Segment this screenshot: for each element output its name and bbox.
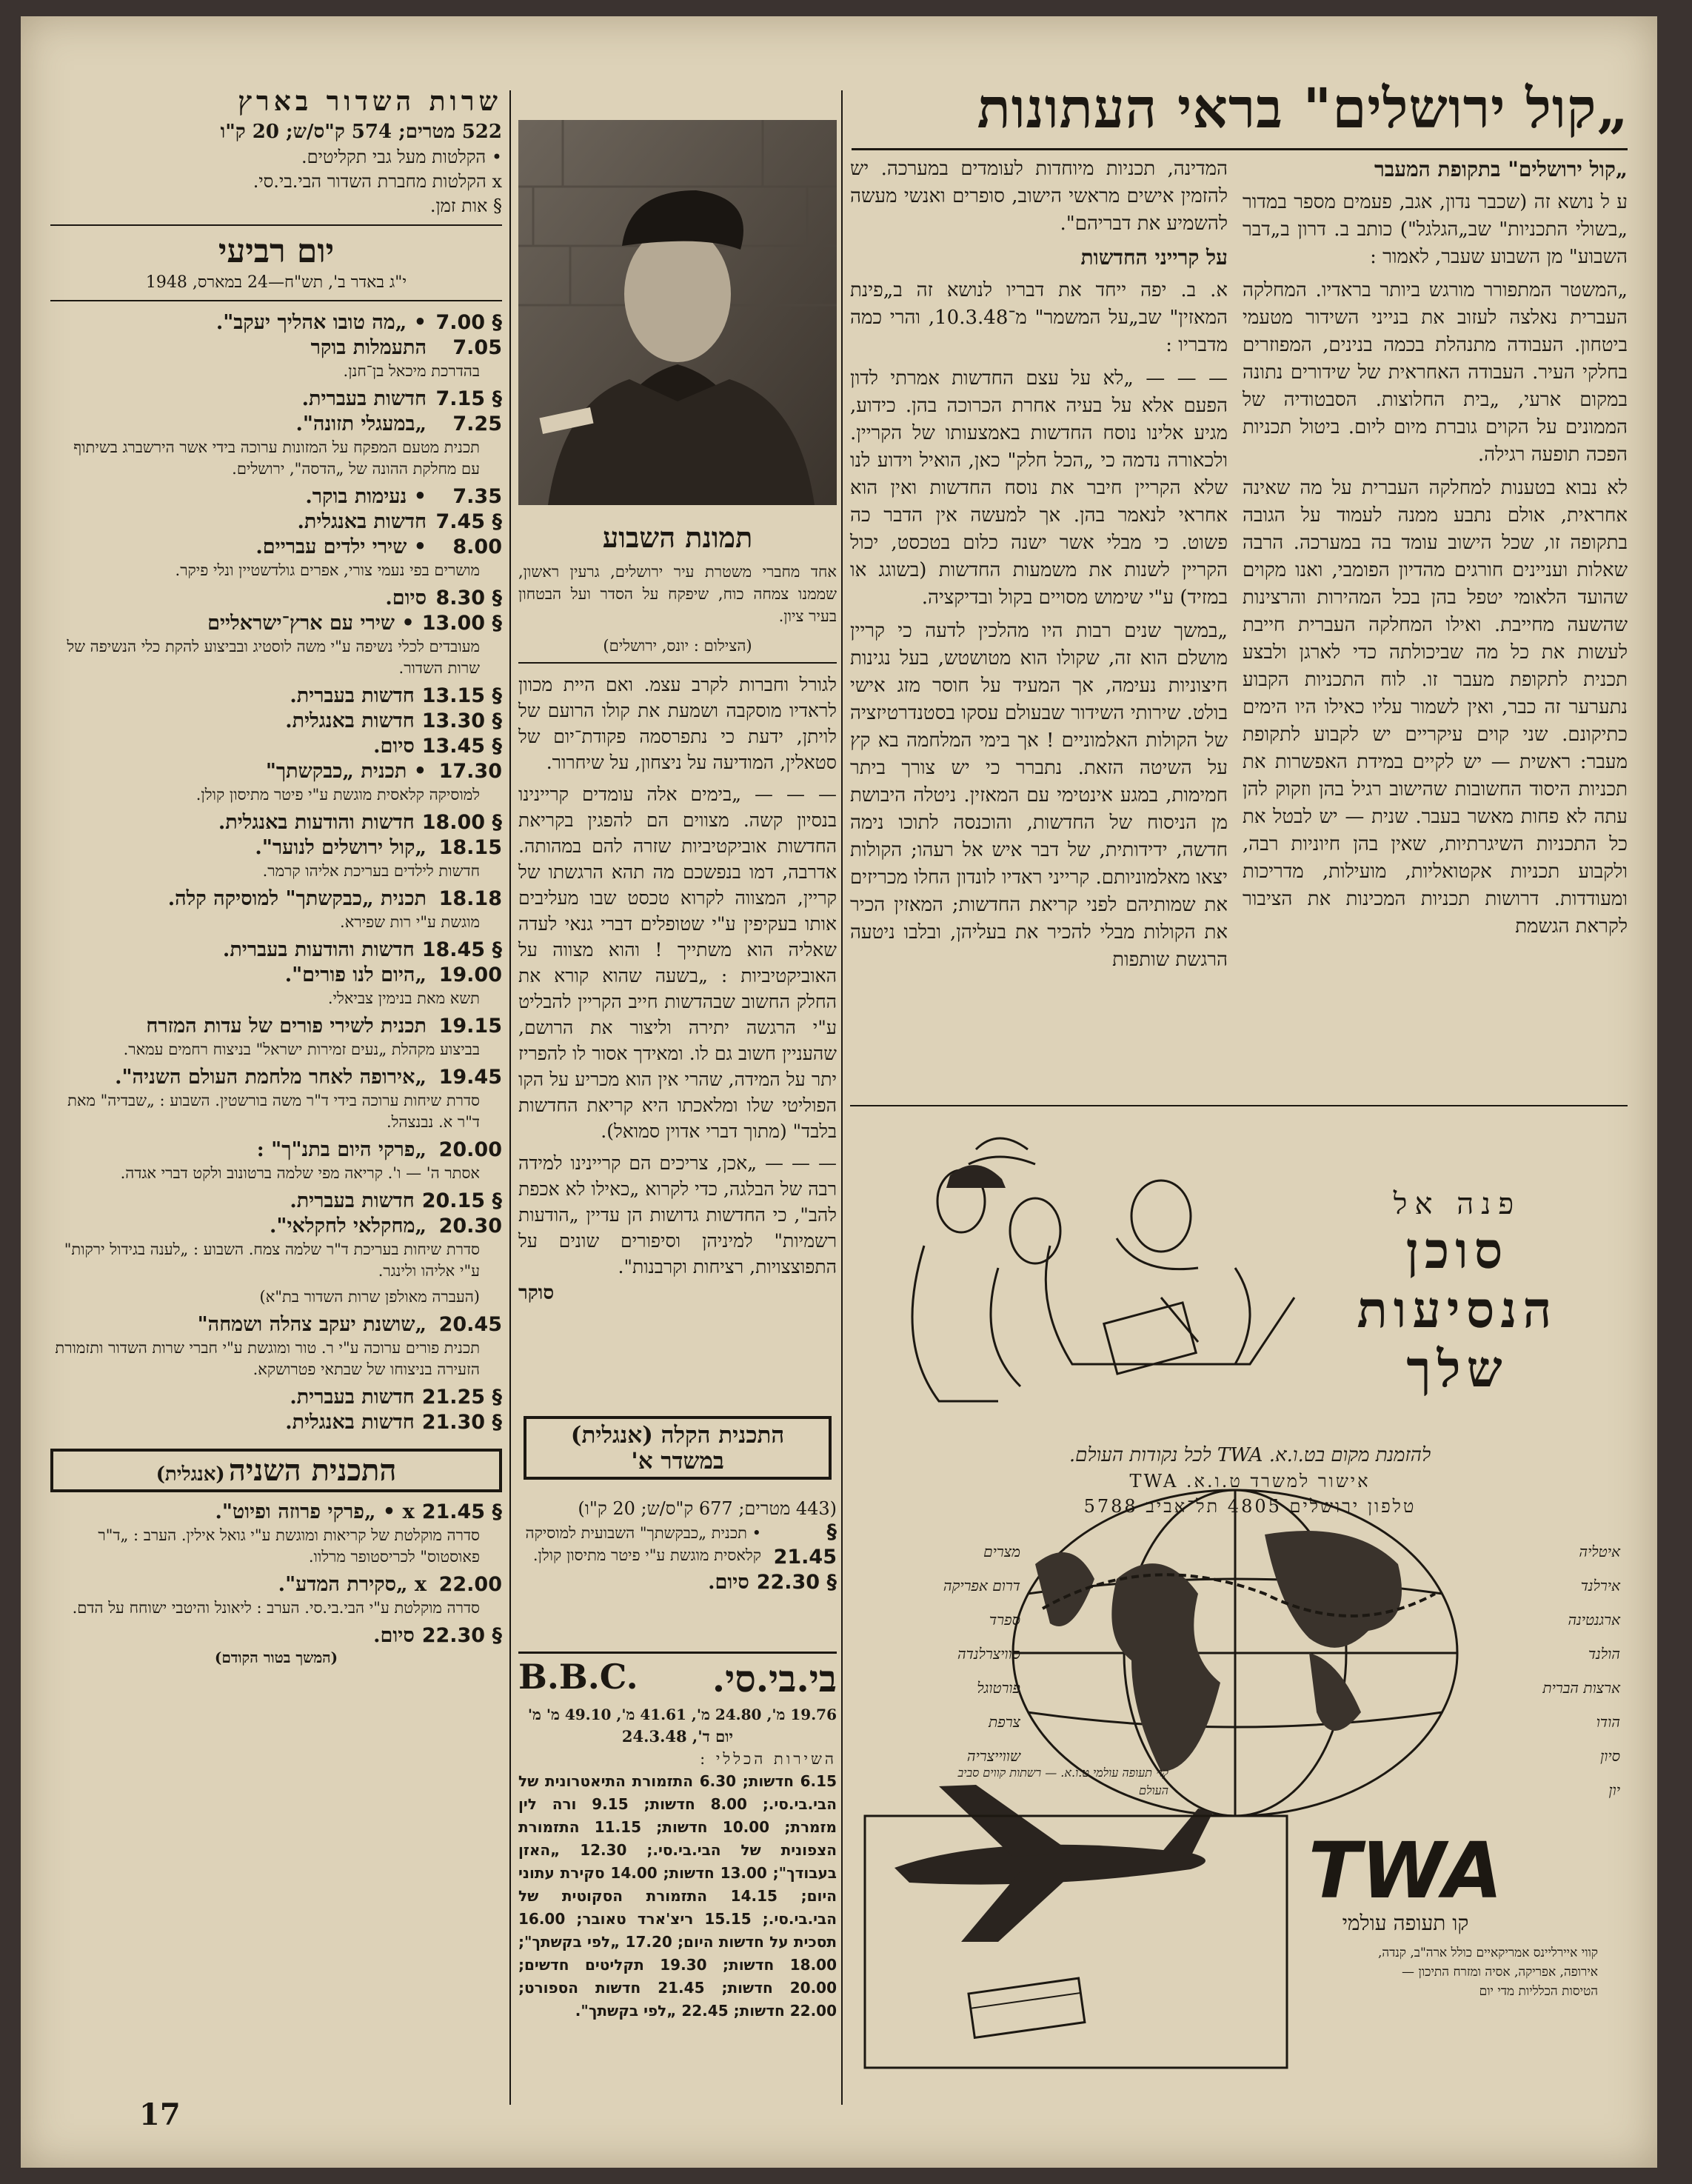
schedule-item bbox=[50, 1385, 502, 1410]
light-programme-title: התכנית הקלה (אנגלית) bbox=[570, 1422, 785, 1449]
article-paragraph: — — — „בימים אלה עומדים קריינינו בנסיון קשה. מצווים הם להפגין בקריאת החדשות אוביקטיביות שזרה להם במהותה. אדרבה, דמו בנפשכם מה תהא הרגשתו של קריין, המצווה לקרוא טכסט שבו מעליבים אותו בעקיפין ע"י שטופלים דברי גנאי לעדה שאליה הוא משתייך ! והוא מצווה על האוביקטיביות : „בשעה שהוא קורא את החלק החשוב שבהדשות חייב הקריין להבליט ע"י הרגשה יתירה וליצור את הרושם, שהעניין חשוב גם לו. ומאידך אסור לו להפריז יתר על המידה, שהרי אין הוא מכריע על הקו הפוליטי שלו ומלאכתו היא קריאת החדשות בלבד" (מתוך דברי אדוין סמואל). bbox=[518, 784, 837, 1142]
policeman-photo bbox=[518, 120, 837, 505]
ad-destination: ספרד bbox=[989, 1611, 1020, 1629]
schedule-item bbox=[50, 759, 502, 806]
schedule-time: § 13.15 bbox=[421, 684, 502, 707]
schedule-row bbox=[50, 1500, 502, 1525]
schedule-item bbox=[50, 611, 502, 679]
schedule-desc: תכנית מטעם המפקח על המזונות ערוכה בידי אשר הירשברג בשיתוף עם מחלקת ההונה של „הדסה", ירושלים. bbox=[73, 438, 480, 478]
schedule-title: סיום. bbox=[708, 1571, 749, 1594]
schedule-item bbox=[50, 1572, 502, 1619]
schedule-row bbox=[50, 1138, 502, 1163]
schedule-item bbox=[50, 1138, 502, 1184]
schedule-title: „מחקלאי לחקלאי". bbox=[270, 1215, 427, 1238]
article-column-right bbox=[1243, 156, 1628, 946]
schedule-row bbox=[50, 1385, 502, 1410]
schedule-desc: סדרת שיחות בעריכת ד"ר שלמה צמח. השבוע : „לענה בגידול ירקות" ע"י אליהו ולינגר. bbox=[64, 1240, 480, 1280]
ad-destinations-right bbox=[880, 1535, 1020, 1773]
schedule-item bbox=[50, 835, 502, 882]
ad-destination: דרום אפריקה bbox=[943, 1577, 1020, 1594]
schedule-row bbox=[50, 510, 502, 535]
schedule-title: סיום. bbox=[373, 1624, 415, 1647]
schedule-item bbox=[50, 1623, 502, 1649]
article-column-left bbox=[850, 156, 1228, 980]
schedule-title: התעמלות בוקר bbox=[310, 336, 427, 359]
ad-tagline: להזמנת מקום בט.ו.א. TWA לכל נקודות העולם. bbox=[1069, 1444, 1431, 1466]
ad-destination: שווייצריה bbox=[966, 1747, 1020, 1765]
broadcast-legend: § אות זמן. bbox=[429, 196, 502, 216]
article-paragraph: — — — „לא על עצם החדשות אמרתי לדון הפעם אלא על בעיה אחרת הכרוכה בהן. כידוע, מגיע אלינו נוסח החדשות באמצעותו של הקריין. ולכאורה נדמה כי „הכל חלק" כאן, הואיל וידוע לנו שלא הקריין חיבר את נוסח החדשות ואין הוא אחראי לנאמר בהן. אך למעשה אין הדבר כה פשוט. כי מבלי אשר ישנה כלום בטכסט, יכול הקריין לשנות את משמעות החדשות (בשוגג או במזיד) ע"י שימוש מסויים בקול ובדיקציה. bbox=[850, 367, 1228, 609]
schedule-time: 7.25 bbox=[452, 413, 502, 435]
schedule-time: 19.00 bbox=[438, 964, 502, 986]
bbc-schedule: 6.15 חדשות; 6.30 התזמורת התיאטרונית של הבי.בי.סי.; 8.00 חדשות; 9.15 ורה לין מזמרת; 10.00 חדשות; 11.15 התזמורת הצפונית של הבי.בי.סי.; 12.30 „האזן בעבודך"; 13.00 חדשות; 14.00 סקירת עתוני היום; 14.15 התזמורת הסקוטית של הבי.בי.סי.; 15.15 ריצ'ארד טאובר; 16.00 תסכית על חדשות היום; 17.20 „לפי בקשתך"; 18.00 חדשות; 19.30 תקליטים חדשים; 20.00 חדשות; 21.45 חדשות הספורט; 22.00 חדשות; 22.45 „לפי בקשתך". bbox=[518, 1772, 837, 2020]
schedule-row bbox=[50, 586, 502, 611]
newspaper-page bbox=[21, 16, 1657, 2168]
light-programme-box bbox=[524, 1416, 832, 1480]
schedule-time: § 18.45 bbox=[421, 938, 502, 961]
schedule-row bbox=[50, 1189, 502, 1214]
schedule-row bbox=[50, 759, 502, 784]
schedule-desc: בביצוע מקהלת „נעים זמירות ישראל" בניצוח רחמים עמאר. bbox=[123, 1041, 480, 1058]
twa-logo-sub: קו תעופה עולמי bbox=[1342, 1911, 1469, 1935]
day-date: י"ג באדר ב', תש"ח—24 במארס, 1948 bbox=[145, 273, 407, 292]
schedule-row bbox=[50, 938, 502, 963]
photo-caption: אחד מחברי משטרת עיר ירושלים, גרעין ראשון, שממנו צמחה כוח, שיפקח על הסדר ועל הבטחון בעיר ציון. bbox=[518, 563, 837, 625]
article-paragraph: המדינה, תכניות מיוחדות לעומדים במערכה. יש להזמין אישים מראשי הישוב, סופרים ואנשי מעשה להשמיע את דבריהם". bbox=[850, 158, 1228, 235]
schedule-item bbox=[50, 734, 502, 759]
photo-title: תמונת השבוע bbox=[602, 521, 753, 554]
broadcast-legend: x הקלטות מחברת השדור הבי.בי.סי. bbox=[253, 171, 502, 192]
schedule-time: 19.15 bbox=[438, 1015, 502, 1038]
schedule-title: חדשות בעברית. bbox=[290, 1386, 415, 1409]
column-divider bbox=[841, 90, 843, 2105]
schedule-time: § 13.00 bbox=[421, 612, 502, 635]
schedule-time: 18.15 bbox=[438, 836, 502, 859]
schedule-time: § 21.25 bbox=[421, 1386, 502, 1409]
schedule-row bbox=[50, 1214, 502, 1239]
schedule-time: 7.35 bbox=[452, 485, 502, 508]
ad-destination: צרפת bbox=[989, 1713, 1020, 1731]
ad-destination: אירלנד bbox=[1580, 1577, 1620, 1594]
second-programme-title: התכנית השניה bbox=[228, 1453, 397, 1488]
schedule-item bbox=[50, 1286, 502, 1308]
schedule-title: • נעימות בוקר. bbox=[305, 485, 427, 508]
schedule-row bbox=[50, 611, 502, 636]
schedule-row bbox=[50, 1312, 502, 1338]
schedule-row bbox=[50, 535, 502, 560]
schedule-item bbox=[50, 335, 502, 382]
schedule-item bbox=[50, 412, 502, 480]
schedule-item bbox=[50, 1214, 502, 1282]
light-rule bbox=[518, 1652, 837, 1654]
schedule-item bbox=[50, 387, 502, 412]
schedule-item bbox=[50, 310, 502, 335]
article-subheading: על קרייני החדשות bbox=[1080, 245, 1228, 270]
schedule-title: • שירי ילדים עבריים. bbox=[255, 535, 427, 558]
schedule-row bbox=[50, 709, 502, 734]
schedule-title: „שושנת יעקב צהלה ושמחה" bbox=[197, 1313, 427, 1336]
schedule-title: x „סקירת המדע". bbox=[278, 1573, 427, 1596]
schedule-desc: תשא מאת בנימין צביאלי. bbox=[327, 989, 480, 1007]
page-number: 17 bbox=[139, 2097, 181, 2132]
schedule-row bbox=[518, 1570, 837, 1595]
photo-rule bbox=[518, 662, 837, 664]
article-column-middle bbox=[518, 672, 837, 1313]
schedule-time: § 20.15 bbox=[421, 1189, 502, 1212]
schedule-row bbox=[50, 1065, 502, 1090]
schedule-row bbox=[50, 810, 502, 835]
ad-contact bbox=[917, 1442, 1583, 1519]
title-rule bbox=[852, 148, 1628, 150]
broadcast-rule bbox=[50, 300, 502, 301]
column-divider bbox=[509, 90, 511, 2105]
schedule-item bbox=[50, 1014, 502, 1061]
schedule-item bbox=[50, 684, 502, 709]
article-paragraph: — — — „אכן, צריכים הם קריינינו למידה רבה של הבלגה, כדי לקרוא „כאילו לא אכפת להב", כי החדשות גדושות הן עדיין „הודעות רשמיות" למיניהן וסיפורים שונים על התפוצצויות, רציחות וקרבנות". bbox=[518, 1152, 837, 1278]
ad-destination: ארגנטינה bbox=[1568, 1611, 1620, 1629]
schedule-desc: סדרת שיחות ערוכה בידי ד"ר משה בורשטין. השבוע : „שבדיה" מאת ד"ר א. נבנצהל. bbox=[67, 1092, 480, 1131]
schedule-row bbox=[50, 684, 502, 709]
article-paragraph: לגורל וחברות לקרב עצמ. ואם היית מכוון לראדיו מוסקבה ושמעת את קולו הרועם של לויתן, ידעת כי נתפרסמה פקודת־יום של סטאלין, המודיעה על ניצחון, על שיחרור. bbox=[518, 674, 837, 773]
schedule-time: 7.05 bbox=[452, 336, 502, 359]
schedule-time: 20.45 bbox=[438, 1313, 502, 1336]
photo-credit: (הצילום : יונס, ירושלים) bbox=[603, 637, 752, 655]
schedule-title: x • „פרקי פרוזה ופיוט". bbox=[215, 1500, 415, 1523]
schedule-title: חדשות באנגלית. bbox=[297, 510, 427, 533]
ad-line-4: שלך bbox=[1406, 1340, 1508, 1399]
article-paragraph: „במשך שנים רבות היו מהלכין לדעה כי קריין מושלם הוא זה, שקולו הוא מטושטש, בעל נגינות חיצוניות נעימה, אך המעיד על חוסר מזג אישי בולט. שירותי השידור שבעולם עסקו בסטנדרטיזציה של הקולות האלמוניים ! אך בימי המלחמה בא קץ על השיטה הזאת. נתברר כי יש צורך ביתר חמימות, במגע אינטימי עם המאזין. ניטלה היבושת מן הניסוח של החדשות, והוכנסה לתוכו נימה חדשה, ידידותית, של דבר איש אל רעהו; הקולות יצאו מאלמוניותם. קרייני ראדיו לונדון החלו מכריזים את שמותיהם לפני קריאת החדשות; המאזין הכיר את הקולות מבלי להכיר את בעליהן, ובלבו ניטעה הרגשת שותפות bbox=[850, 620, 1228, 971]
schedule-time: § 7.15 bbox=[435, 387, 502, 410]
schedule-row bbox=[50, 1410, 502, 1435]
ad-line-b: אישור למשרד ט.ו.א. TWA bbox=[1129, 1471, 1371, 1492]
schedule-item bbox=[50, 886, 502, 933]
schedule-time: § 21.45 bbox=[421, 1500, 502, 1523]
schedule-time: § 21.30 bbox=[421, 1411, 502, 1434]
schedule-desc: מוגשת ע"י רות שפירא. bbox=[340, 913, 480, 931]
schedule-item bbox=[50, 1312, 502, 1380]
ad-line-3: הנסיעות bbox=[1357, 1280, 1558, 1340]
schedule-time: 19.45 bbox=[438, 1066, 502, 1089]
schedule-title: חדשות בעברית. bbox=[301, 387, 427, 410]
schedule-title: חדשות בעברית. bbox=[290, 684, 415, 707]
schedule-item bbox=[50, 963, 502, 1009]
twa-logo-text: קווי איירליינס אמריקאיים כולל ארה"ב, קנדה, אירופה, אפריקה, אסיה ומזרח התיכון — הטיסות הכלליות מדי יום bbox=[1377, 1946, 1598, 1999]
schedule-desc: למוסיקה קלאסית מוגשת ע"י פיטר מתיסון קולן. bbox=[195, 786, 480, 804]
ad-destination: יון bbox=[1608, 1781, 1620, 1799]
schedule-row bbox=[50, 335, 502, 361]
schedule-desc: מושרים בפי נעמי צורי, אפרים גולדשטיין ונלי פיקר. bbox=[175, 561, 480, 579]
schedule-title: תכנית „כבקשתך" למוסיקה קלה. bbox=[167, 887, 427, 910]
broadcast-legend: • הקלטות מעל גבי תקליטים. bbox=[301, 147, 502, 167]
continued-note: (המשך בטור הקודם) bbox=[214, 1649, 338, 1666]
ad-destination: סוויצרלנדה bbox=[957, 1645, 1020, 1663]
schedule-time: 20.00 bbox=[438, 1138, 502, 1161]
schedule-item bbox=[50, 484, 502, 510]
light-programme-list bbox=[518, 1497, 837, 1595]
schedule-time: § 22.30 bbox=[421, 1624, 502, 1647]
second-programme-lang: (אנגלית) bbox=[156, 1463, 225, 1486]
schedule-title: חדשות והודעות בעברית. bbox=[222, 938, 415, 961]
schedule-title: סיום. bbox=[385, 587, 427, 610]
ad-destination: פורטוגל bbox=[977, 1679, 1020, 1697]
schedule-title: „קול ירושלים לנוער". bbox=[255, 836, 427, 859]
bbc-title: בי.בי.סי. bbox=[712, 1657, 837, 1700]
schedule-title: • „מה טובו אהליך יעקב". bbox=[215, 311, 427, 334]
broadcast-frequency: 522 מטרים; 574 ק"ס/ש; 20 ק"ו bbox=[220, 121, 502, 143]
schedule-row bbox=[50, 1572, 502, 1597]
broadcast-rule bbox=[50, 224, 502, 226]
schedule-title: תכנית לשירי פורים של עדות המזרח bbox=[146, 1015, 427, 1038]
ad-destination: מצרים bbox=[983, 1543, 1020, 1560]
ad-line-1: פנה אל bbox=[1393, 1187, 1522, 1221]
schedule-item bbox=[50, 938, 502, 963]
second-programme-schedule bbox=[50, 1500, 502, 1649]
schedule-time: § 18.00 bbox=[421, 811, 502, 834]
photo-illustration bbox=[518, 120, 837, 505]
article-signature: סוקר bbox=[518, 1282, 555, 1304]
ad-map-note: קוי תעופה עולמי ט.ו.א. — רשתות קווים סביב העולם bbox=[957, 1766, 1168, 1797]
broadcast-header: שרות השדור בארץ bbox=[238, 86, 502, 117]
schedule-row bbox=[50, 1623, 502, 1649]
schedule-title: „היום לנו פורים". bbox=[284, 964, 427, 986]
schedule-row bbox=[50, 387, 502, 412]
schedule-time: § 22.30 bbox=[756, 1571, 837, 1594]
schedule-row bbox=[50, 484, 502, 510]
light-programme-freq: (443 מטרים; 677 ק"ס/ש; 20 ק"ו) bbox=[578, 1498, 837, 1519]
schedule-title: חדשות באנגלית. bbox=[285, 1411, 415, 1434]
schedule-desc: (העברה מאולפן שרות השדור בת"א) bbox=[259, 1288, 480, 1306]
schedule-title: חדשות והודעות באנגלית. bbox=[218, 811, 415, 834]
schedule-time: § 21.45 bbox=[773, 1520, 837, 1569]
schedule-time: § 8.30 bbox=[435, 587, 502, 610]
ad-headline bbox=[1302, 1186, 1613, 1399]
twa-logo: TWA bbox=[1308, 1826, 1503, 1916]
twa-logo-block bbox=[1213, 1826, 1598, 2001]
ad-destination: הולנד bbox=[1588, 1645, 1620, 1663]
schedule-row bbox=[50, 1014, 502, 1039]
schedule-time: 20.30 bbox=[438, 1215, 502, 1238]
ad-phones: טלפון ירושלים 4805 תל־אביב 5788 bbox=[1083, 1496, 1417, 1517]
article-paragraph: א. ב. יפה ייחד את דבריו לנושא זה ב„פינת המאזין" שב„על המשמר" מ־10.3.48, והרי כמה מדבריו : bbox=[850, 279, 1228, 356]
bbc-frequencies: 19.76 מ', 24.80 מ', 41.61 מ', 49.10 מ' מ' bbox=[527, 1706, 837, 1723]
broadcast-schedule bbox=[50, 310, 502, 1435]
bbc-latin-title: B.B.C. bbox=[518, 1657, 638, 1697]
schedule-desc: סדרה מוקלטת של קריאות ומוגשת ע"י גואל אילין. הערב : „ד"ר פאוסטוס" לכריסטופר מרלוו. bbox=[98, 1526, 480, 1566]
schedule-row bbox=[50, 963, 502, 988]
schedule-desc: • תכנית „כבקשתך" השבועית למוסיקה קלאסית מוגשת ע"י פיטר מתיסון קולן. bbox=[525, 1524, 761, 1564]
schedule-item bbox=[50, 535, 502, 581]
ad-destinations-left bbox=[1472, 1535, 1620, 1807]
schedule-desc: מעובדים לכלי נשיפה ע"י משה לוסטיג ובביצוע להקת כלי הנשיפה של שרות השדור. bbox=[67, 638, 480, 677]
schedule-title: • תכנית „כבקשתך" bbox=[265, 760, 427, 783]
ad-destination: הודו bbox=[1596, 1713, 1620, 1731]
schedule-time: 17.30 bbox=[438, 760, 502, 783]
schedule-title: • שירי עם ארץ־ישראליים bbox=[207, 612, 415, 635]
article-bottom-rule bbox=[850, 1105, 1628, 1106]
schedule-title: סיום. bbox=[373, 735, 415, 758]
bbc-header bbox=[518, 1657, 837, 1701]
broadcast-column bbox=[50, 84, 502, 1667]
schedule-time: § 13.30 bbox=[421, 709, 502, 732]
schedule-row bbox=[50, 310, 502, 335]
schedule-item bbox=[50, 1500, 502, 1568]
article-subheading: „קול ירושלים" בתקופת המעבר bbox=[1374, 157, 1628, 181]
ad-destination: סיון bbox=[1600, 1747, 1620, 1765]
schedule-item bbox=[50, 510, 502, 535]
ad-destination: איטליה bbox=[1579, 1543, 1620, 1560]
article-title: „קול ירושלים" בראי העתונות bbox=[977, 77, 1629, 141]
schedule-desc: תכנית פורים ערוכה ע"י ר. טור ומוגשת ע"י חברי שרות השדור ותזמורת הזעירה בניצוחו של שבתאי פטרושקא. bbox=[55, 1339, 480, 1378]
schedule-time: § 7.00 bbox=[435, 311, 502, 334]
schedule-row bbox=[50, 886, 502, 912]
schedule-desc: חדשות לילדים בעריכת אליהו קרמר. bbox=[262, 862, 480, 880]
ad-destination: ארצות הברית bbox=[1542, 1679, 1620, 1697]
schedule-title: חדשות באנגלית. bbox=[285, 709, 415, 732]
twa-advertisement bbox=[850, 1120, 1628, 2083]
schedule-desc: אסתר ה' — ו'. קריאה מפי שלמה ברטונוב ולקט דברי אגדה. bbox=[120, 1164, 480, 1182]
article-paragraph: לא נבוא בטענות למחלקה העברית על מה שאינה אחראית, אולם נתבע ממנה לעמוד על הגובה בתקופה זו, שכל הישוב עומד בה במערכה. הרבה שאלות ועניינים חורגים מהדיון הפומבי, ואנו מקוים שהועד הלאומי יטפל בהן בכל המהירות והרצינות שהשעה מחייבת. ואילו המחלקה העברית חייבת לעשות את כל מה שביכולתה כדי לארגן ולבצע תכנית לתקופת מעבר זו. לוח התכניות הקבוע נתערער זה כבר, ואין לשמור עליו כאילו היו הימים כתיקונם. שני קוים עיקריים יש לקבוע לתקופת מעבר: ראשית — יש לקיים במידת האפשרות את תכניות היסוד החשובות שהישוב רגיל בהן וזקוק להן עתה לא פחות מאשר בעבר. שנית — יש לבטל את כל התכניות השיגרתיות, שאין בהן חיוניות רבה, ולקבוע תכניות אקטואליות, מועילות, מדריכות ומעודדות. דרושות תכניות המכינות את הציבור לקראת הגשמת bbox=[1243, 477, 1628, 938]
schedule-time: § 13.45 bbox=[421, 735, 502, 758]
schedule-item bbox=[50, 1189, 502, 1214]
ad-line-2: סוכן bbox=[1405, 1221, 1509, 1280]
bbc-general-label: השירות הכללי : bbox=[700, 1750, 837, 1768]
article-paragraph: ע ל נושא זה (שכבר נדון, אגב, פעמים מספר במדור „בשולי התכניות" שב„הגלגל") כותב ב. דרון ב„דבר השבוע" מן השבוע שעבר, לאמור : bbox=[1243, 191, 1628, 268]
schedule-item bbox=[50, 810, 502, 835]
bbc-date: יום ד', 24.3.48 bbox=[621, 1727, 734, 1746]
schedule-item bbox=[50, 586, 502, 611]
schedule-item bbox=[50, 709, 502, 734]
schedule-item bbox=[50, 1410, 502, 1435]
schedule-time: 8.00 bbox=[452, 535, 502, 558]
article-paragraph: „המשטר המתפורר מורגש ביותר בראדיו. המחלקה העברית נאלצה לעזוב את בנייני השידור מטעמי ביטחון. העבודה מתנהלת בכמה בנינים, המפוזרים בחלקי העיר. העבודה האחראית של שידורים נתונה במקום ארעי, „בית החלוצות. הסבטודיה של הממונים על הקוים גוברת מיום ליום. ביטול תכניות הפכה תופעה רגילה. bbox=[1243, 279, 1628, 466]
schedule-row bbox=[518, 1520, 837, 1570]
schedule-item bbox=[50, 1065, 502, 1133]
schedule-time: 22.00 bbox=[438, 1573, 502, 1596]
schedule-desc: סדרה מוקלטת ע"י הבי.בי.סי. הערב : ליאונל והיטבי ישוחח על הדם. bbox=[72, 1599, 480, 1617]
bbc-body bbox=[518, 1703, 837, 2023]
schedule-row bbox=[50, 734, 502, 759]
light-programme-subtitle: במשדר א' bbox=[631, 1448, 724, 1475]
schedule-row bbox=[50, 835, 502, 861]
schedule-title: „פרקי היום בתנ"ך" : bbox=[256, 1138, 427, 1161]
schedule-title: „במעגלי תזונה". bbox=[295, 413, 427, 435]
schedule-time: 18.18 bbox=[438, 887, 502, 910]
schedule-title: „אירופה לאחר מלחמת העולם השניה". bbox=[115, 1066, 427, 1089]
day-title: יום רביעי bbox=[218, 233, 335, 270]
schedule-row bbox=[50, 412, 502, 437]
second-programme-box bbox=[50, 1449, 502, 1492]
schedule-time: § 7.45 bbox=[435, 510, 502, 533]
schedule-title: חדשות בעברית. bbox=[290, 1189, 415, 1212]
schedule-desc: בהדרכת מיכאל בן־חנן. bbox=[343, 362, 480, 380]
